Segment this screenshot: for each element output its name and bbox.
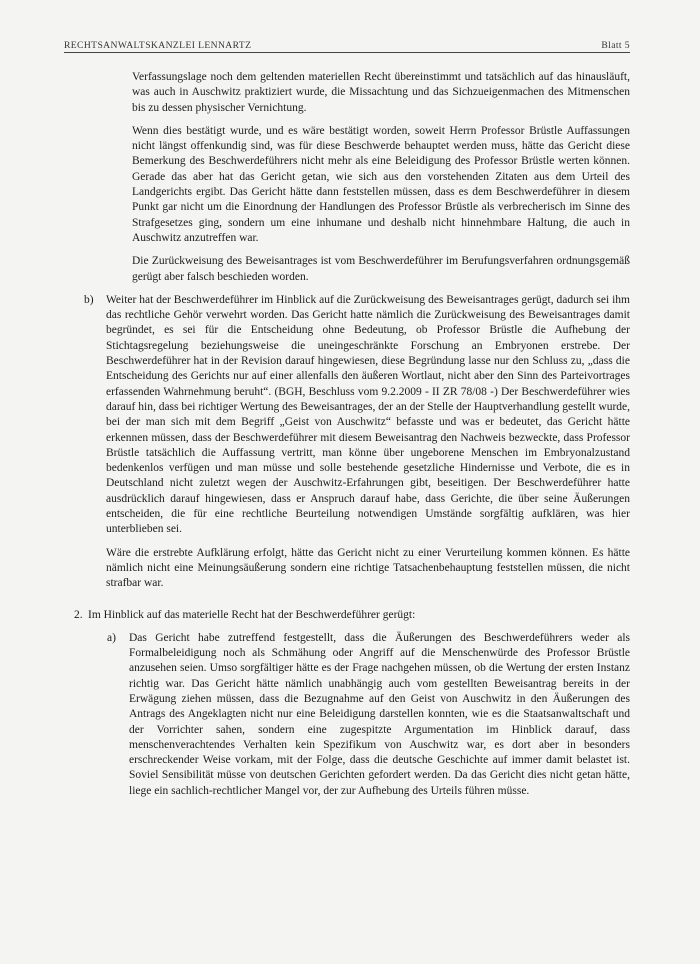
- paragraph: Die Zurückweisung des Beweisantrages ist vom Beschwerdeführer im Berufungsverfahren ordnungsgemäß gerügt aber falsch beschieden worden.: [132, 255, 630, 283]
- section-heading-text: Im Hinblick auf das materielle Recht hat der Beschwerdeführer gerügt:: [88, 608, 416, 621]
- list-item-body: [129, 631, 630, 807]
- paragraph: Verfassungslage noch dem geltenden materiellen Recht übereinstimmt und tatsächlich auf das hinausläuft, was auch in Auschwitz praktiziert wurde, die Missachtung und das Sichzueigenmachen des Mitmenschen bis zu dessen physischer Vernichtung.: [132, 71, 630, 114]
- page-header: [64, 40, 630, 53]
- paragraph: Wäre die erstrebte Aufklärung erfolgt, hätte das Gericht nicht zu einer Verurteilung kommen können. Es hätte nämlich nicht eine Meinungsäußerung sondern eine richtige Tatsachenbehauptung feststellen müssen, die nicht strafbar war.: [106, 546, 630, 590]
- section-heading: [74, 608, 630, 623]
- paragraph: Weiter hat der Beschwerdeführer im Hinblick auf die Zurückweisung des Beweisantrages gerügt, dadurch sei ihm das rechtliche Gehör verwehrt worden. Das Gericht hatte nämlich die Zurückweisung des Beweisantrages damit begründet, es sei für die Entscheidung ohne Bedeutung, ob Professor Brüstle die Aufhebung der Stichtagsregelung beziehungsweise die uneingeschränkte Forschung an Embryonen erstrebe. Der Beschwerdeführer hat in der Revision darauf hingewiesen, diese Begründung lasse nur den Schluss zu, „dass die Entscheidung des Gerichts nur auf einer allenfalls den äußeren Wortlaut, nicht aber den Sinn des Parteivortrages erfassenden Wahrnehmung beruht“. (BGH, Beschluss vom 9.2.2009 - II ZR 78/08 -) Der Beschwerdeführer wies darauf hin, dass bei richtiger Wertung des Beweisantrages, der an der Stelle der Hauptverhandlung gestellt wurde, bei der man sich mit dem Begriff „Geist von Auschwitz“ befasste und was er bedeutet, das Gericht hätte erkennen müssen, dass der Beschwerdeführer mit diesem Beweisantrag den Nachweis bezweckte, dass Professor Brüstle tatsächlich die Auffassung vertritt, man könne über ungeborene Menschen im Embryonalzustand bedenkenlos verfügen und man müsse und solle bestehende gesetzliche Hindernisse und Verbote, die es in Deutschland nicht zuletzt wegen der Auschwitz-Erfahrungen gibt, beseitigen. Der Beschwerdeführer hatte ausdrücklich darauf hingewiesen, dass er Anspruch darauf habe, dass Gerichte, die über seine Äußerungen entscheiden, die für eine rechtliche Beurteilung notwendigen Umstände sorgfältig aufklären, was hier unterblieben sei.: [106, 293, 630, 536]
- list-marker: a): [107, 631, 116, 644]
- page-number: Blatt 5: [601, 40, 630, 51]
- list-item-b: [84, 293, 630, 600]
- intro-block: [132, 70, 630, 285]
- list-item-a: [107, 631, 630, 807]
- list-marker: b): [84, 293, 94, 306]
- firm-name: RECHTSANWALTSKANZLEI LENNARTZ: [64, 40, 252, 51]
- list-item-body: [106, 293, 630, 600]
- paragraph: Das Gericht habe zutreffend festgestellt, dass die Äußerungen des Beschwerdeführers weder als Formalbeleidigung noch als Schmähung oder Angriff auf die Menschenwürde des Professor Brüstle anzusehen seien. Umso sorgfältiger hätte es der Frage nachgehen müssen, ob die Wertung der ersten Instanz richtig war. Das Gericht hätte nämlich unabhängig auch vom gestellten Beweisantrag bereits in der Erwägung ziehen müssen, dass die Bezugnahme auf den Geist von Auschwitz in den Äußerungen des Antrags des Angeklagten nicht nur eine Beleidigung darstellen konnten, wie es die Staatsanwaltschaft und der Vorrichter sahen, sondern eine zugespitzte Argumentation im Hinblick darauf, dass menschenverachtendes Verhalten kein Spezifikum von Auschwitz war, es dort aber in besonders erschreckender Weise vorkam, mit der Folge, dass die deutsche Geschichte auf immer damit belastet ist. Soviel Sensibilität müsse von deutschen Gerichten gefordert werden. Da das Gericht dies nicht getan hätte, liege ein sachlich-rechtlicher Mangel vor, der zur Aufhebung des Urteils führen müsse.: [129, 631, 630, 797]
- section-number: 2.: [74, 608, 83, 621]
- paragraph: Wenn dies bestätigt wurde, und es wäre bestätigt worden, soweit Herrn Professor Brüstle Auffassungen nicht längst offenkundig sind, was für diese Beschwerde behauptet werden muss, hätte das Gericht diese Bemerkung des Beschwerdeführers nicht mehr als eine Beleidigung des Professor Brüstle werten können. Gerade das aber hat das Gericht getan, wie sich aus den vorstehenden Zitaten aus dem Urteil des Landgerichts ergibt. Das Gericht hätte dann feststellen müssen, dass es dem Beschwerdeführer in diesem Punkt gar nicht um die Einordnung der Handlungen des Professor Brüstle als verbrecherisch im Sinne des Strafgesetzes ging, sondern um eine inhumane und deshalb nicht hinnehmbare Haltung, die auch in Auschwitz anzutreffen war.: [132, 124, 630, 244]
- document-body: [74, 70, 630, 815]
